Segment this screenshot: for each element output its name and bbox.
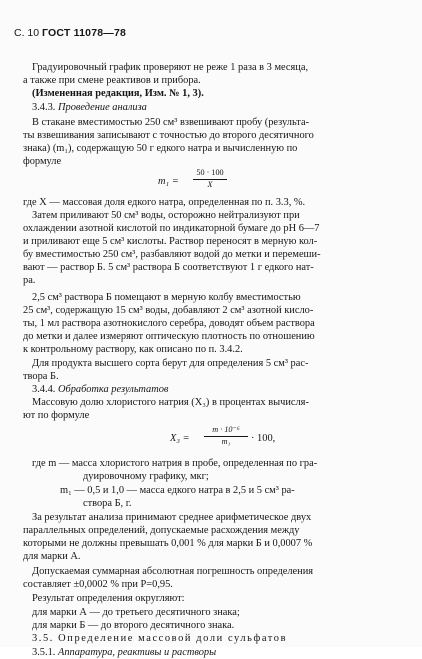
formula-2-lhs: X₃ = [170, 433, 190, 444]
text-line: для марки А. [23, 551, 81, 562]
text-line: к контрольному раствору, как описано по п. 3.4.2. [23, 344, 243, 355]
formula-1-numerator: 50 · 100 [196, 168, 224, 177]
section-number: 3.4.4. [32, 384, 56, 395]
text-line: до метки и далее измеряют оптическую плотность по отношению [23, 331, 315, 342]
text-line: Массовую долю хлористого натрия (X₃) в процентах вычисля- [32, 397, 309, 408]
formula-2-tail: · 100, [251, 433, 276, 444]
section-number: 3.4.3. [32, 102, 56, 113]
definition-line: m₁ — 0,5 и 1,0 — масса едкого натра в 2,5 и 5 см³ ра- [60, 485, 295, 496]
section-heading-3-5-1 [32, 646, 216, 659]
definition-line: створа Б, г. [83, 498, 132, 509]
text-line: Допускаемая суммарная абсолютная погрешность определения [32, 566, 314, 577]
list-item: для марки А — до третьего десятичного знака; [32, 607, 240, 618]
section-heading-3-4-4 [32, 383, 168, 396]
page-header [14, 27, 126, 40]
text-line: составляет ±0,0002 % при P=0,95. [23, 579, 173, 590]
section-title: Проведение анализа [58, 102, 147, 113]
text-line: охлаждении азотной кислотой по индикаторной бумаге до pH 6—7 [23, 223, 320, 234]
definition-line: дуировочному графику, мкг; [83, 471, 209, 482]
section-heading-3-5: 3.5. Определение массовой доли сульфатов [32, 633, 288, 644]
text-line: В стакане вместимостью 250 см³ взвешивают пробу (результа- [32, 117, 310, 128]
text-line: где X — массовая доля едкого натра, определенная по п. 3.3, %. [23, 197, 306, 208]
list-item: для марки Б — до второго десятичного знака. [32, 620, 235, 631]
text-line: За результат анализа принимают среднее арифметическое двух [32, 512, 312, 523]
text-line: вают — раствор Б. 5 см³ раствора Б соответствуют 1 г едкого нат- [23, 262, 314, 273]
formula-2-numerator: m · 10⁻⁶ [212, 425, 240, 434]
formula-1-lhs: m₁ = [158, 176, 179, 187]
text-line: ют по формуле [23, 410, 90, 421]
text-line: ты взвешивания записывают с точностью до второго десятичного [23, 130, 314, 141]
text-line: и приливают еще 5 см³ кислоты. Раствор переносят в мерную кол- [23, 236, 318, 247]
text-line: знака) (m₁), содержащую 50 г едкого натра и вычисленную по [23, 143, 298, 154]
text-line: Градуировочный график проверяют не реже 1 раза в 3 месяца, [32, 62, 309, 73]
formula-2-fraction [204, 425, 248, 447]
text-line: формуле [23, 156, 62, 167]
standard-number: ГОСТ 11078—78 [42, 27, 127, 39]
text-line: 2,5 см³ раствора Б помещают в мерную колбу вместимостью [32, 292, 301, 303]
text-line: Затем приливают 50 см³ воды, осторожно нейтрализуют при [32, 210, 300, 221]
text-line: твора Б. [23, 371, 59, 382]
text-line: ты, 1 мл раствора азотнокислого серебра, доводят объем раствора [23, 318, 315, 329]
text-line: которыми не должны превышать 0,001 % для марки Б и 0,0007 % [23, 538, 313, 549]
text-line: Для продукта высшего сорта берут для определения 5 см³ рас- [32, 358, 309, 369]
definition-line: где m — масса хлористого натрия в пробе, определенная по гра- [32, 458, 318, 469]
formula-1-fraction [193, 168, 227, 190]
formula-2-denominator: m₁ [221, 437, 231, 446]
text-line: ра. [23, 275, 36, 286]
formula-1-denominator: X [207, 180, 213, 189]
text-line: 25 см³, содержащую 15 см³ воды, добавляют 2 см³ азотной кисло- [23, 305, 314, 316]
section-number: 3.5.1. [32, 647, 56, 658]
section-title: Обработка результатов [58, 384, 169, 395]
section-heading-3-4-3 [32, 101, 147, 114]
text-line: параллельных определений, допускаемые расхождения между [23, 525, 300, 536]
amendment-note: (Измененная редакция, Изм. № 1, 3). [32, 88, 204, 99]
text-line: Результат определения округляют: [32, 593, 185, 604]
text-line: бу вместимостью 250 см³, разбавляют водой до метки и перемеши- [23, 249, 321, 260]
text-line: а также при смене реактивов и прибора. [23, 75, 201, 86]
section-title: Аппаратура, реактивы и растворы [58, 647, 217, 658]
page-number: С. 10 [14, 27, 40, 39]
